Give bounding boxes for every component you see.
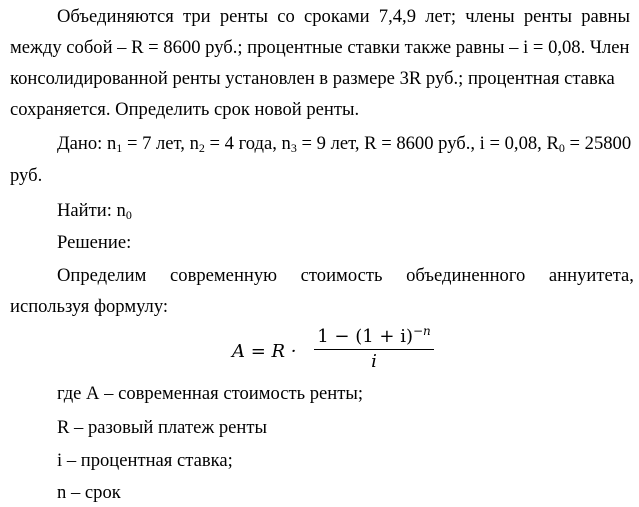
given-continuation: руб. bbox=[10, 165, 43, 186]
problem-line-4: сохраняется. Определить срок новой ренты. bbox=[10, 99, 360, 120]
problem-line-3: консолидированной ренты установлен в размере 3R руб.; процентная ставка bbox=[10, 68, 615, 89]
annuity-formula bbox=[232, 326, 432, 372]
problem-line-1: Объединяются три ренты со сроками 7,4,9 лет; члены ренты равны bbox=[57, 6, 630, 27]
formula-denominator: i bbox=[371, 351, 377, 372]
formula-lhs: A = R · bbox=[232, 341, 297, 362]
definition-i: i – процентная ставка; bbox=[57, 450, 233, 471]
given-line: Дано: $n_1 = 7$ лет, $n_2 = 4$ года, $n_3 = 9$ лет, R = 8600 руб., i = 0,08, $R_0 = 25800$ bbox=[57, 133, 632, 155]
find-line: Найти: $n_0$ bbox=[57, 200, 132, 222]
intro-line-1: Определим современную стоимость объединенного аннуитета, bbox=[57, 265, 634, 286]
fraction-bar bbox=[314, 349, 434, 350]
formula-fraction bbox=[314, 326, 434, 372]
problem-line-2: между собой – R = 8600 руб.; процентные ставки также равны – i = 0,08. Член bbox=[10, 37, 630, 58]
formula-numerator: $1 - (1 + i)^{-n}$ bbox=[317, 324, 431, 347]
intro-line-2: используя формулу: bbox=[10, 296, 169, 317]
solution-heading: Решение: bbox=[57, 232, 132, 253]
definition-r: R – разовый платеж ренты bbox=[57, 417, 267, 438]
definition-n: n – срок bbox=[57, 482, 121, 503]
definition-a: где А – современная стоимость ренты; bbox=[57, 383, 364, 404]
